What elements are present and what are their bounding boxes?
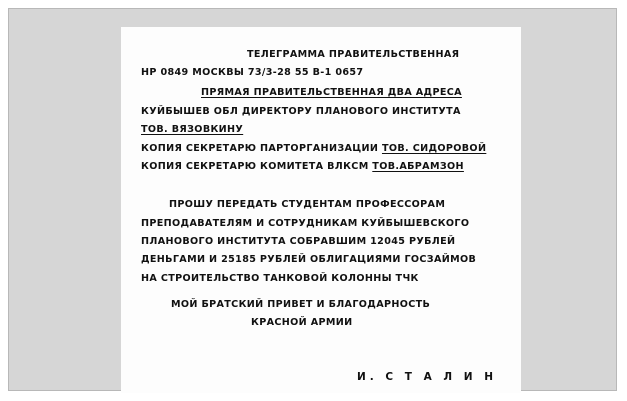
- body-line: НА СТРОИТЕЛЬСТВО ТАНКОВОЙ КОЛОННЫ ТЧК: [141, 273, 419, 284]
- address-line: КУЙБЫШЕВ ОБЛ ДИРЕКТОРУ ПЛАНОВОГО ИНСТИТУТА: [141, 106, 461, 117]
- copy-line-1: [141, 143, 486, 154]
- viewer-frame: [8, 8, 617, 391]
- closing-line: КРАСНОЙ АРМИИ: [251, 317, 353, 328]
- body-line: ПРЕПОДАВАТЕЛЯМ И СОТРУДНИКАМ КУЙБЫШЕВСКОГО: [141, 218, 470, 229]
- signature: И. С Т А Л И Н: [357, 371, 497, 383]
- body-line: ДЕНЬГАМИ И 25185 РУБЛЕЙ ОБЛИГАЦИЯМИ ГОСЗАЙМОВ: [141, 254, 477, 265]
- closing-line: МОЙ БРАТСКИЙ ПРИВЕТ И БЛАГОДАРНОСТЬ: [171, 299, 431, 310]
- service-line: НР 0849 МОСКВЫ 73/3-28 55 В-1 0657: [141, 67, 364, 78]
- copy1-prefix: КОПИЯ СЕКРЕТАРЮ ПАРТОРГАНИЗАЦИИ: [141, 143, 382, 154]
- copy2-prefix: КОПИЯ СЕКРЕТАРЮ КОМИТЕТА ВЛКСМ: [141, 161, 373, 172]
- telegram-document: [121, 27, 521, 393]
- copy2-name: ТОВ.АБРАМЗОН: [372, 161, 464, 172]
- addressee-name: ТОВ. ВЯЗОВКИНУ: [141, 124, 244, 135]
- copy1-name: ТОВ. СИДОРОВОЙ: [381, 143, 487, 154]
- copy-line-2: [141, 161, 464, 172]
- body-line: ПРОШУ ПЕРЕДАТЬ СТУДЕНТАМ ПРОФЕССОРАМ: [169, 199, 446, 210]
- body-line: ПЛАНОВОГО ИНСТИТУТА СОБРАВШИМ 12045 РУБЛЕЙ: [141, 236, 456, 247]
- routing-line: ПРЯМАЯ ПРАВИТЕЛЬСТВЕННАЯ ДВА АДРЕСА: [201, 87, 462, 98]
- telegram-header: ТЕЛЕГРАММА ПРАВИТЕЛЬСТВЕННАЯ: [247, 49, 460, 60]
